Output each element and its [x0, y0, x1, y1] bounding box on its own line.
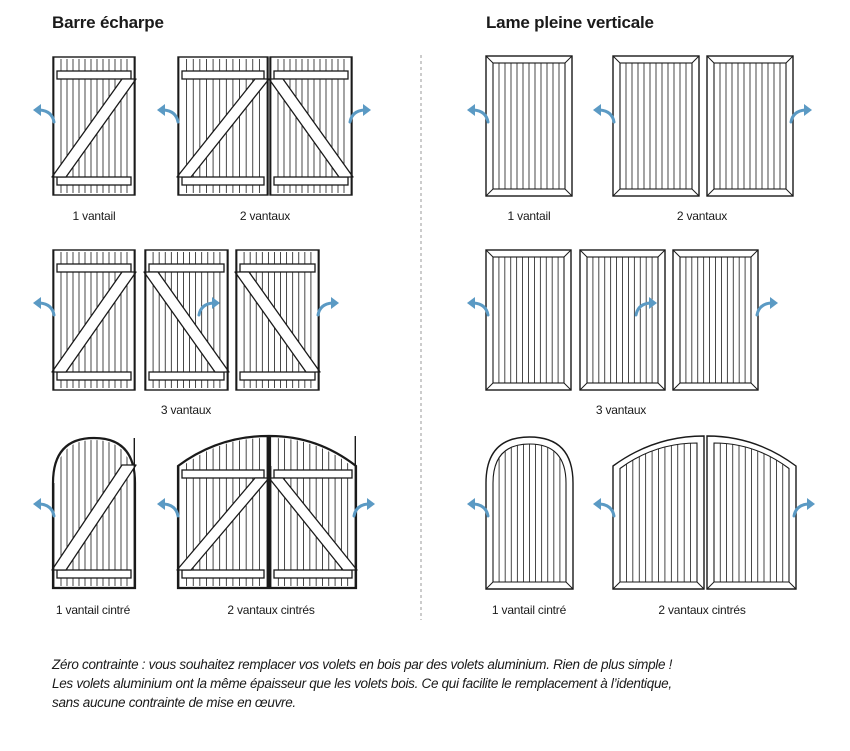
opening-arrow-left-icon	[33, 297, 54, 315]
ledge-brace-shutter-3	[269, 57, 353, 195]
opening-arrow-left-icon	[157, 104, 178, 122]
ledge-brace-shutter-7	[52, 438, 136, 588]
footer-line-1: Zéro contrainte : vous souhaitez remplacer vos volets en bois par des volets aluminium. Rien de plus simple !	[52, 657, 673, 672]
vertical-board-shutter-11	[613, 56, 699, 196]
opening-arrow-left-icon	[157, 498, 178, 516]
caption-right-1-vantail-cintre: 1 vantail cintré	[491, 603, 567, 617]
opening-arrow-right-icon	[318, 297, 339, 315]
caption-right-2-vantaux-cintres: 2 vantaux cintrés	[658, 603, 746, 617]
vertical-board-shutter-13	[486, 250, 571, 390]
ledge-brace-shutter-8	[177, 436, 269, 588]
title-lame-pleine-verticale: Lame pleine verticale	[486, 13, 654, 32]
caption-left-1-vantail-cintre: 1 vantail cintré	[55, 603, 131, 617]
ledge-brace-shutter-4	[52, 250, 136, 390]
ledge-brace-shutter-9	[269, 436, 357, 588]
ledge-brace-shutter-2	[177, 57, 269, 195]
ledge-brace-shutter-6	[235, 250, 320, 390]
ledge-brace-shutter-1	[52, 57, 136, 195]
vertical-board-shutter-18	[707, 436, 796, 589]
vertical-board-shutter-12	[707, 56, 793, 196]
opening-arrow-left-icon	[593, 104, 614, 122]
caption-right-3-vantaux: 3 vantaux	[595, 403, 647, 417]
vertical-board-shutter-14	[580, 250, 665, 390]
footer-line-2: Les volets aluminium ont la même épaisseur que les volets bois. Ce qui facilite le remplacement à l’identique,	[52, 676, 672, 691]
opening-arrow-left-icon	[467, 104, 488, 122]
vertical-board-shutter-10	[486, 56, 572, 196]
opening-arrow-left-icon	[467, 498, 488, 516]
opening-arrow-right-icon	[354, 498, 375, 516]
vertical-board-shutter-16	[486, 437, 573, 589]
caption-right-2-vantaux: 2 vantaux	[676, 209, 728, 223]
opening-arrow-right-icon	[791, 104, 812, 122]
shutter-drawings	[33, 56, 815, 589]
opening-arrow-right-icon	[794, 498, 815, 516]
title-barre-echarpe: Barre écharpe	[52, 13, 164, 32]
ledge-brace-shutter-5	[144, 250, 229, 390]
opening-arrow-right-icon	[757, 297, 778, 315]
caption-left-3-vantaux: 3 vantaux	[160, 403, 212, 417]
caption-left-1-vantail: 1 vantail	[72, 209, 116, 223]
footer-line-3: sans aucune contrainte de mise en œuvre.	[52, 695, 296, 710]
opening-arrow-left-icon	[33, 104, 54, 122]
caption-left-2-vantaux: 2 vantaux	[239, 209, 291, 223]
caption-right-1-vantail: 1 vantail	[507, 209, 551, 223]
opening-arrow-right-icon	[350, 104, 371, 122]
vertical-board-shutter-17	[613, 436, 704, 589]
opening-arrow-left-icon	[33, 498, 54, 516]
vertical-board-shutter-15	[673, 250, 758, 390]
opening-arrow-right-icon	[199, 297, 220, 315]
opening-arrow-left-icon	[467, 297, 488, 315]
opening-arrow-left-icon	[593, 498, 614, 516]
footer-text	[52, 655, 672, 712]
caption-left-2-vantaux-cintres: 2 vantaux cintrés	[227, 603, 315, 617]
